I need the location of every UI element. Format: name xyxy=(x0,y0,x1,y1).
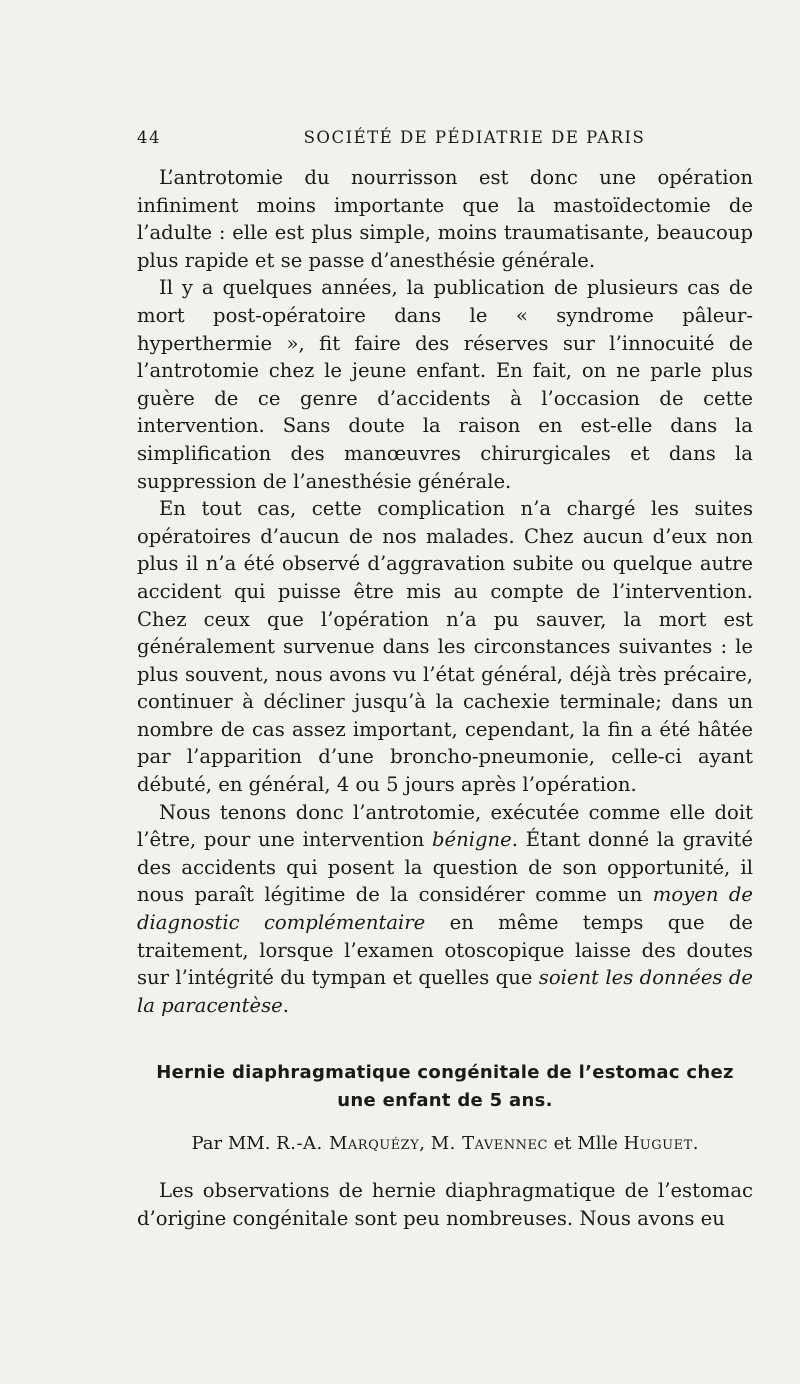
p4-italic-paracentese: soient les données de la paracentèse xyxy=(137,966,753,1017)
author-3: Huguet xyxy=(623,1133,693,1155)
page-header xyxy=(137,128,752,152)
p4-text-3: en même temps que de traitement, lorsque l’examen otoscopique laisse des doutes sur l’intégrité du tympan et quelles que xyxy=(137,911,753,990)
paragraph-2: Il y a quelques années, la publication de plusieurs cas de mort post-opératoire dans le « syndrome pâleur-hyperthermie », fit faire des réserves sur l’innocuité de l’antrotomie chez le jeune enfant. En fait, on ne parle plus guère de ce genre d’accidents à l’occasion de cette intervention. Sans doute la raison en est-elle dans la simplification des manœuvres chirurgicales et dans la suppression de l’anesthésie générale. xyxy=(137,276,753,493)
author-2: M. Tavennec xyxy=(430,1133,548,1155)
paragraph-4 xyxy=(137,799,753,1020)
article-authors xyxy=(137,1131,753,1157)
body-text xyxy=(137,164,753,1233)
author-1: R.-A. Marquézy xyxy=(276,1133,420,1155)
p4-italic-moyen: moyen de diagnostic complémentaire xyxy=(137,883,754,935)
page-number: 44 xyxy=(137,128,161,147)
article-intro: Les observations de hernie diaphragmatique de l’estomac d’origine congénitale sont peu nombreuses. Nous avons eu xyxy=(137,1179,753,1230)
authors-sep-2: et Mlle xyxy=(547,1133,624,1155)
article-title: Hernie diaphragmatique congénitale de l’estomac chez une enfant de 5 ans. xyxy=(156,1062,734,1112)
paragraph-1: L’antrotomie du nourrisson est donc une opération infiniment moins importante que la mastoïdectomie de l’adulte : elle est plus simple, moins traumatisante, beaucoup plus rapide et se passe d’anesthésie générale. xyxy=(137,166,753,272)
authors-prefix: Par MM. xyxy=(191,1133,277,1155)
p4-italic-benigne: bénigne xyxy=(431,828,512,852)
paragraph-3: En tout cas, cette complication n’a chargé les suites opératoires d’aucun de nos malades. Chez aucun d’eux non plus il n’a été observé d’aggravation subite ou quelque autre accident qui puisse être mis au compte de l’intervention. Chez ceux que l’opération n’a pu sauver, la mort est généralement survenue dans les circonstances suivantes : le plus souvent, nous avons vu l’état général, déjà très précaire, continuer à décliner jusqu’à la cachexie terminale; dans un nombre de cas assez important, cependant, la fin a été hâtée par l’apparition d’une broncho-pneumonie, celle-ci ayant débuté, en général, 4 ou 5 jours après l’opération. xyxy=(137,497,753,797)
running-title: SOCIÉTÉ DE PÉDIATRIE DE PARIS xyxy=(303,128,646,147)
authors-sep-1: , xyxy=(419,1133,431,1155)
p4-text-1: Nous tenons donc l’antrotomie, exécutée comme elle doit l’être, pour une intervention xyxy=(137,800,753,852)
authors-end: . xyxy=(692,1133,699,1155)
p4-text-2: . Étant donné la gravité des accidents qui posent la question de son opportunité, il nous paraît légitime de la considérer comme un xyxy=(137,828,753,907)
p4-text-4: . xyxy=(282,993,289,1017)
